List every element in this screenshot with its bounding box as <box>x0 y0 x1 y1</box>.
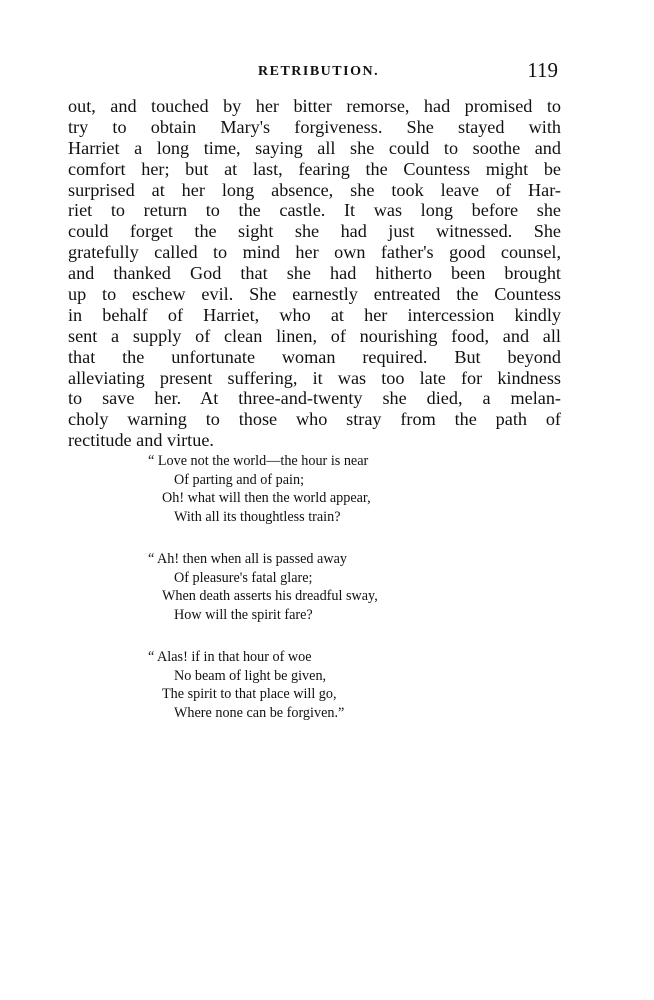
paragraph-line: that the unfortunate woman required. But beyond <box>68 346 561 367</box>
poem-line: No beam of light be given, <box>174 667 327 684</box>
running-head: RETRIBUTION. <box>258 64 380 79</box>
poem-line: “ Ah! then when all is passed away <box>148 551 347 567</box>
page-number: 119 <box>527 58 558 82</box>
poem-stanza <box>148 550 448 624</box>
paragraph-line: rectitude and virtue. <box>68 430 214 451</box>
paragraph-line: choly warning to those who stray from the path of <box>68 409 561 430</box>
poem-line: Of pleasure's fatal glare; <box>174 569 313 586</box>
paragraph-line: riet to return to the castle. It was long before she <box>68 200 561 221</box>
poem-line: With all its thoughtless train? <box>174 508 341 525</box>
poem-line: Of parting and of pain; <box>174 471 305 488</box>
poem-stanza <box>148 648 448 722</box>
body-paragraph <box>68 96 561 451</box>
paragraph-line: sent a supply of clean linen, of nourishing food, and all <box>68 325 561 346</box>
paragraph-line: surprised at her long absence, she took leave of Har- <box>68 179 561 200</box>
paragraph-line: Harriet a long time, saying all she could to soothe and <box>68 137 561 158</box>
paragraph-line: alleviating present suffering, it was too late for kindness <box>68 367 561 388</box>
paragraph-line: comfort her; but at last, fearing the Countess might be <box>68 158 561 179</box>
poem-line: “ Love not the world—the hour is near <box>148 453 369 469</box>
paragraph-line: out, and touched by her bitter remorse, had promised to <box>68 96 561 116</box>
poem-line: How will the spirit fare? <box>174 606 313 623</box>
poem-line: The spirit to that place will go, <box>162 686 337 702</box>
paragraph-line: gratefully called to mind her own father's good counsel, <box>68 242 561 263</box>
paragraph-line: up to eschew evil. She earnestly entreated the Countess <box>68 284 561 305</box>
poem-line: Where none can be forgiven.” <box>174 704 345 721</box>
paragraph-line: and thanked God that she had hitherto been brought <box>68 263 561 284</box>
paragraph-line: could forget the sight she had just witnessed. She <box>68 221 561 242</box>
paragraph-line: try to obtain Mary's forgiveness. She stayed with <box>68 116 561 137</box>
poem-line: “ Alas! if in that hour of woe <box>148 649 312 665</box>
paragraph-line: to save her. At three-and-twenty she died, a melan- <box>68 388 561 409</box>
paragraph-line: in behalf of Harriet, who at her intercession kindly <box>68 304 561 325</box>
poem-line: When death asserts his dreadful sway, <box>162 588 378 604</box>
poem-stanza <box>148 452 448 526</box>
poem <box>148 452 448 746</box>
poem-line: Oh! what will then the world appear, <box>162 490 371 506</box>
